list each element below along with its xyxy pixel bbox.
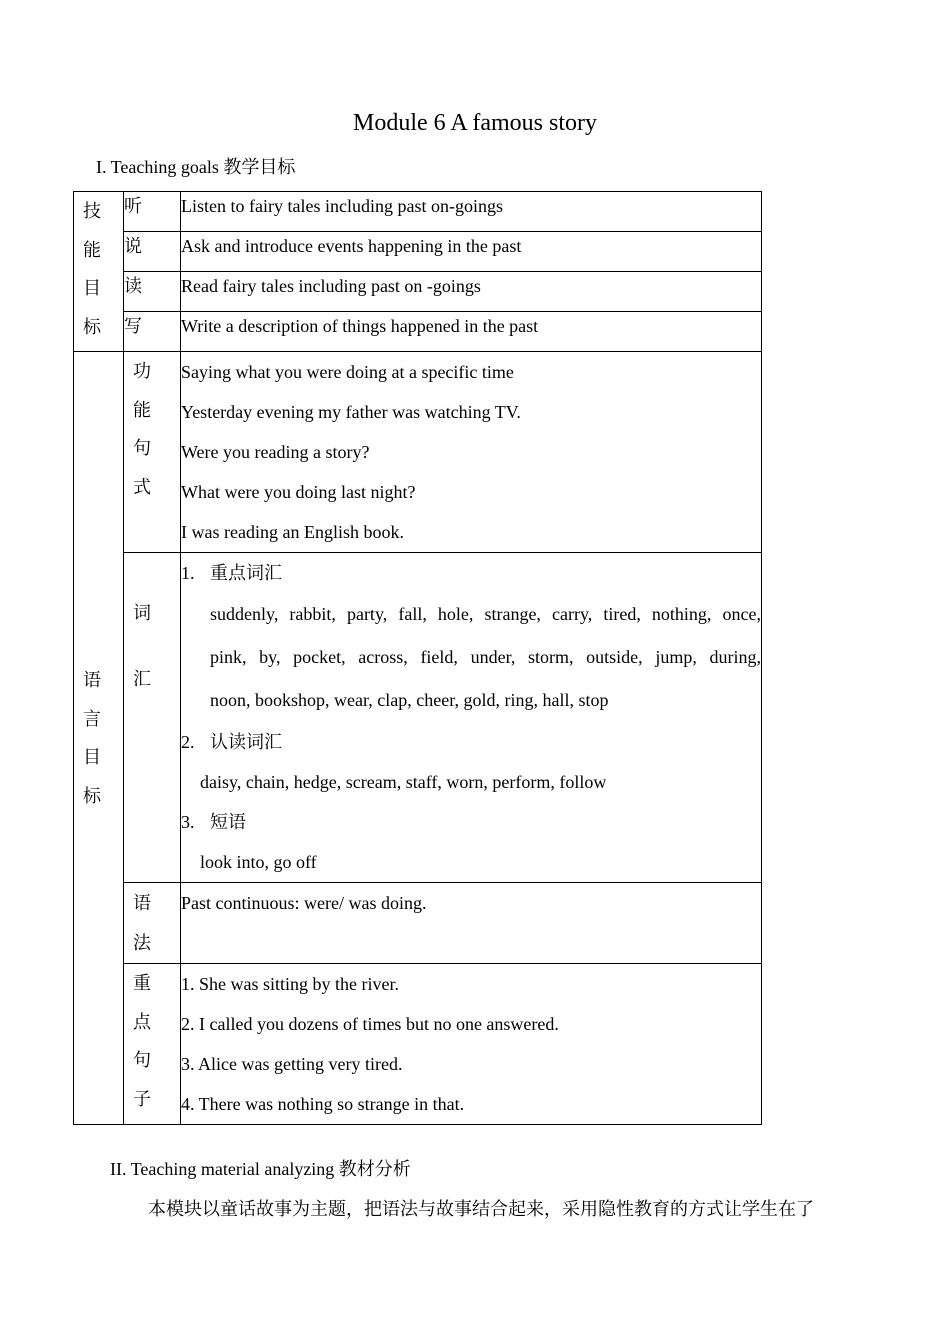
vocab-line: daisy, chain, hedge, scream, staff, worn, perform, follow	[200, 772, 607, 792]
skill-label: 读	[124, 272, 181, 312]
table-row	[74, 312, 762, 352]
section-heading-teaching-goals: I. Teaching goals 教学目标	[96, 157, 296, 177]
vocab-line: look into, go off	[200, 852, 317, 872]
vocab-label: 词 汇	[124, 553, 181, 883]
table-row	[74, 192, 762, 232]
skill-label: 写	[124, 312, 181, 352]
skill-label: 听	[124, 192, 181, 232]
vocab-content	[181, 553, 762, 883]
skills-group-label: 技 能 目 标	[74, 192, 124, 352]
page-title: Module 6 A famous story	[353, 110, 597, 136]
key-sentences-content: 1. She was sitting by the river. 2. I called you dozens of times but no one answered. 3. Alice was getting very tired. 4. There was nothing so strange in that.	[181, 964, 762, 1125]
table-row	[74, 883, 762, 964]
vocab-line: suddenly, rabbit, party, fall, hole, strange, carry, tired, nothing, once,	[210, 604, 761, 624]
vocab-heading: 2. 认读词汇	[181, 732, 282, 752]
grammar-content: Past continuous: were/ was doing.	[181, 883, 762, 964]
key-sentences-label: 重 点 句 子	[124, 964, 181, 1125]
language-group-label: 语 言 目 标	[74, 352, 124, 1125]
skill-text: Ask and introduce events happening in the past	[181, 232, 762, 272]
table-row	[74, 272, 762, 312]
functions-content: Saying what you were doing at a specific time Yesterday evening my father was watching TV. Were you reading a story? What were you doing last night? I was reading an English book.	[181, 352, 762, 553]
functions-label: 功 能 句 式	[124, 352, 181, 553]
table-row	[74, 964, 762, 1125]
vocab-line: noon, bookshop, wear, clap, cheer, gold, ring, hall, stop	[210, 690, 609, 710]
skill-text: Write a description of things happened in the past	[181, 312, 762, 352]
vocab-heading: 1. 重点词汇	[181, 563, 282, 583]
table-row	[74, 232, 762, 272]
skill-text: Listen to fairy tales including past on-goings	[181, 192, 762, 232]
teaching-goals-table	[73, 191, 762, 1125]
vocab-line: pink, by, pocket, across, field, under, storm, outside, jump, during,	[210, 647, 761, 667]
analysis-paragraph: 本模块以童话故事为主题，把语法与故事结合起来，采用隐性教育的方式让学生在了	[148, 1199, 814, 1219]
skill-label: 说	[124, 232, 181, 272]
table-row	[74, 352, 762, 553]
table-row	[74, 553, 762, 883]
vocab-heading: 3. 短语	[181, 812, 246, 832]
skill-text: Read fairy tales including past on -goings	[181, 272, 762, 312]
grammar-label: 语 法	[124, 883, 181, 964]
section-heading-material-analysis: II. Teaching material analyzing 教材分析	[110, 1159, 411, 1179]
